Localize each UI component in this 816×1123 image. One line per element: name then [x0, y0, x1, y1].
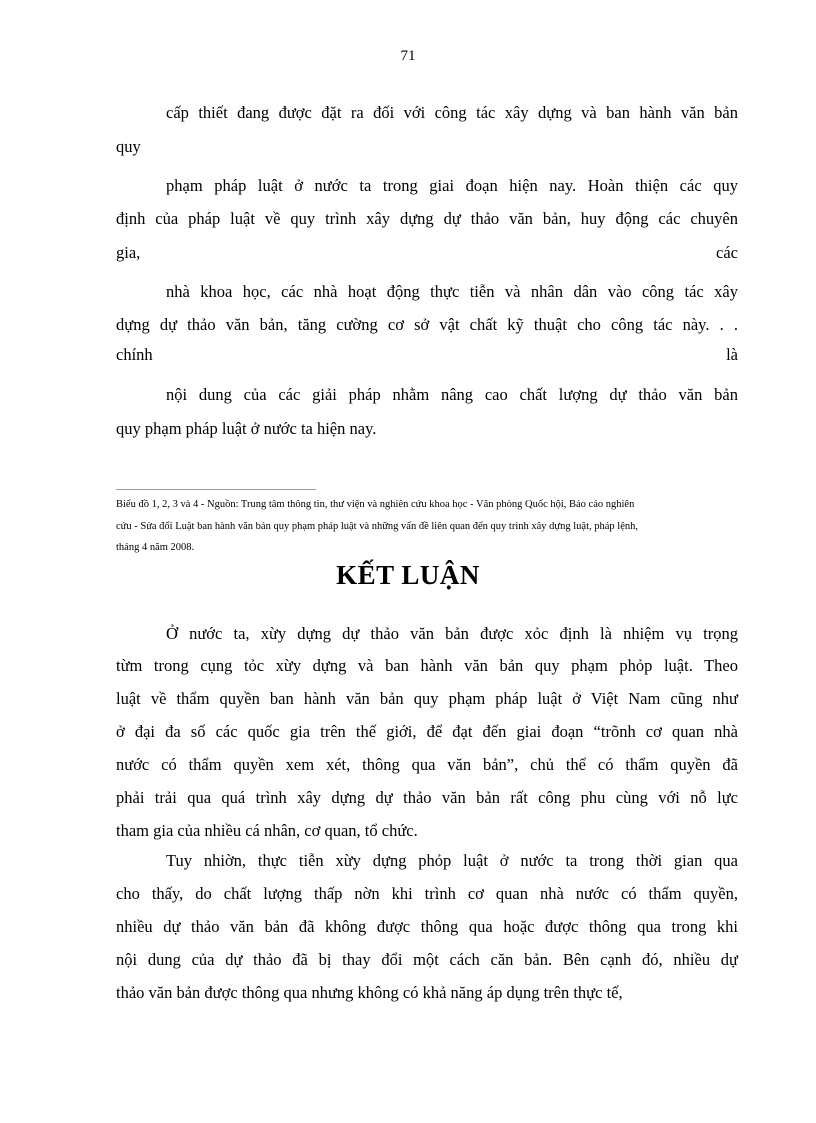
body-line: cấp thiết đang được đặt ra đối với công tác xây dựng và ban hành văn bản — [166, 103, 738, 122]
body-line: nội dung của các giải pháp nhằm nâng cao chất lượng dự thảo văn bản — [166, 385, 738, 404]
body-line: luật về thẩm quyền ban hành văn bản quy phạm pháp luật ở Việt Nam cũng như — [116, 689, 738, 708]
footnote-line: tháng 4 năm 2008. — [116, 542, 195, 553]
body-line: Tuy nhiờn, thực tiễn xừy dựng phỏp luật ở nước ta trong thời gian qua — [166, 851, 738, 870]
body-line: phạm pháp luật ở nước ta trong giai đoạn hiện nay. Hoàn thiện các quy — [166, 176, 738, 195]
body-line: là — [726, 345, 738, 364]
page-number: 71 — [400, 48, 416, 64]
body-line: quy — [116, 137, 141, 156]
body-line: ở đại đa số các quốc gia trên thế giới, để đạt đến giai đoạn “trõnh cơ quan nhà — [116, 722, 738, 741]
body-line: nội dung của dự thảo đã bị thay đổi một cách căn bản. Bên cạnh đó, nhiều dự — [116, 950, 738, 969]
body-line: Ở nước ta, xừy dựng dự thảo văn bản được xỏc định là nhiệm vụ trọng — [166, 624, 738, 643]
body-line: các — [716, 243, 738, 262]
body-line: thảo văn bản được thông qua nhưng không có khả năng áp dụng trên thực tế, — [116, 983, 623, 1002]
body-line: dựng dự thảo văn bản, tăng cường cơ sở vật chất kỹ thuật cho công tác này. . . — [116, 315, 738, 334]
footnote-line: Biểu đồ 1, 2, 3 và 4 - Nguồn: Trung tâm thông tin, thư viện và nghiên cứu khoa học - Văn phòng Quốc hội, Báo cáo nghiên — [116, 499, 635, 510]
footnote-separator — [116, 489, 316, 490]
body-line: nước có thẩm quyền xem xét, thông qua văn bản”, chủ thể có thẩm quyền đã — [116, 755, 738, 774]
body-line: từm trong cụng tỏc xừy dựng và ban hành văn bản quy phạm phỏp luật. Theo — [116, 656, 738, 675]
body-line: nhà khoa học, các nhà hoạt động thực tiễn và nhân dân vào công tác xây — [166, 282, 738, 301]
body-line: định của pháp luật về quy trình xây dựng dự thảo văn bản, huy động các chuyên — [116, 209, 738, 228]
body-line: quy phạm pháp luật ở nước ta hiện nay. — [116, 419, 377, 438]
body-line: phải trải qua quá trình xây dựng dự thảo văn bản rất công phu cùng với nỗ lực — [116, 788, 738, 807]
body-line: cho thấy, do chất lượng thấp nờn khi trình cơ quan nhà nước có thẩm quyền, — [116, 884, 738, 903]
body-line: chính — [116, 345, 153, 364]
body-line: nhiều dự thảo văn bản đã không được thông qua hoặc được thông qua trong khi — [116, 917, 738, 936]
footnote-line: cứu - Sửa đổi Luật ban hành văn bản quy phạm pháp luật và những vấn đề liên quan đến quy trình xây dựng luật, pháp lệnh, — [116, 521, 638, 532]
body-line: gia, — [116, 243, 141, 262]
body-line: tham gia của nhiều cá nhân, cơ quan, tổ chức. — [116, 821, 418, 840]
section-heading: KẾT LUẬN — [336, 560, 480, 590]
